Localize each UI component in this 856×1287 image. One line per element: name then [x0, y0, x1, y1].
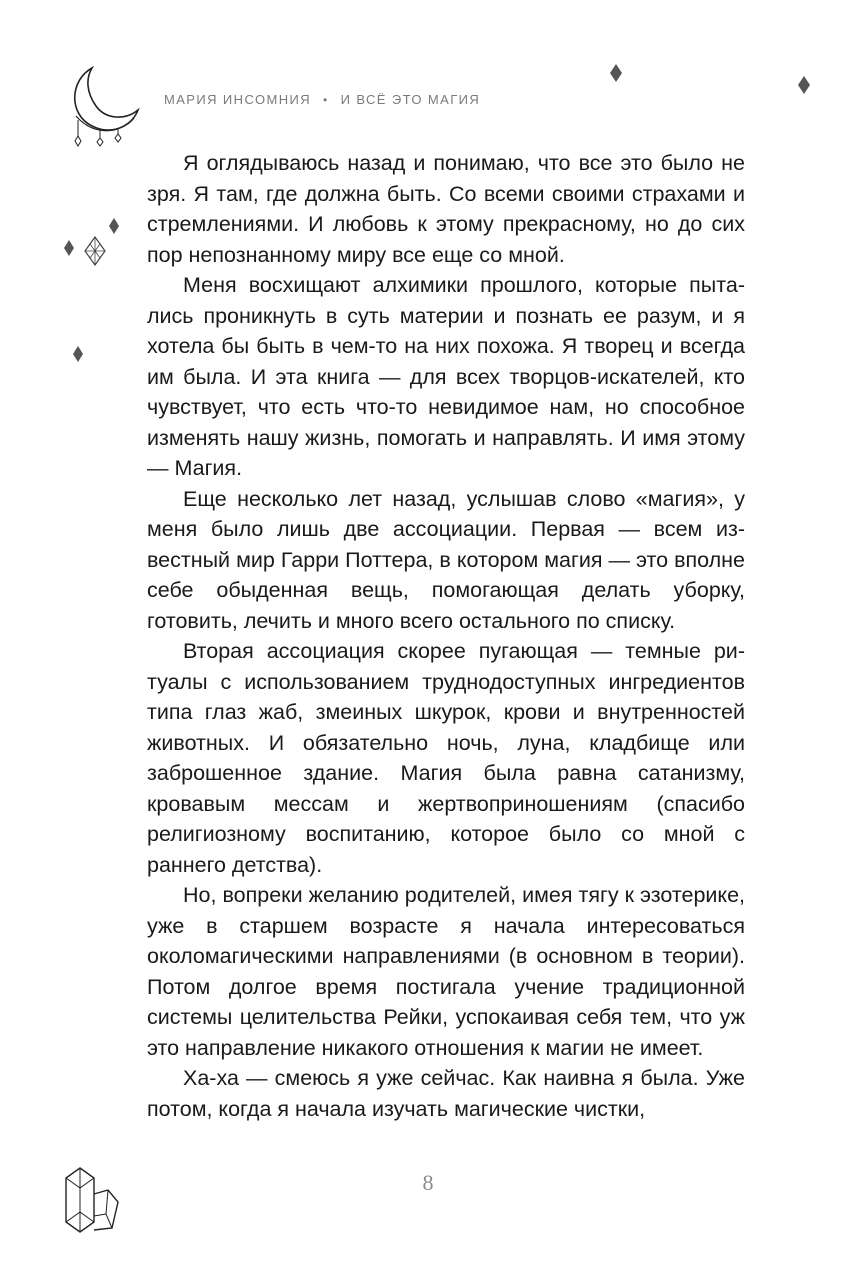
diamond-sparkle-icon [609, 64, 623, 82]
diamond-sparkle-icon [108, 218, 120, 234]
crystal-gem-icon [84, 236, 106, 266]
paragraph: Вторая ассоциация скорее пугающая — темные ритуалы с использованием труднодоступных ингредиентов типа глаз жаб, змеиных шкурок, крови и внутренностей животных. И обязательно ночь, луна, кладбище или заброшенное здание. Магия была равна сатанизму, кровавым мессам и жертвоприношениям (спасибо религиозному воспитанию, которое было со мной с раннего детства). [147, 639, 745, 877]
paragraph: Но, вопреки желанию родителей, имея тягу к эзотерике, уже в старшем возрасте я начала интересоваться околомагическими направлениями (в основном в теории). Потом долгое время постигала учение традиционной системы целительства Рейки, успокаивая себя тем, что уж это направление никакого отношения к магии не имеет. [147, 883, 745, 1060]
paragraph: Ха-ха — смеюсь я уже сейчас. Как наивна я была. Уже потом, когда я начала изучать магические чистки, [147, 1066, 745, 1121]
running-header [164, 92, 480, 107]
paragraph: Меня восхищают алхимики прошлого, которые пытались проникнуть в суть материи и познать ее разум, и я хотела бы быть в чем-то на них похожа. Я творец и всегда им была. И эта книга — для всех творцов-искателей, кто чувствует, что есть что-то невидимое нам, но способное изменять нашу жизнь, помогать и направлять. И имя этому — Магия. [147, 273, 745, 480]
diamond-sparkle-icon [63, 240, 75, 256]
header-book-title: И ВСЁ ЭТО МАГИЯ [340, 92, 481, 107]
body-text [147, 148, 745, 1124]
diamond-sparkle-icon [797, 76, 811, 94]
diamond-sparkle-icon [72, 346, 84, 362]
paragraph: Еще несколько лет назад, услышав слово «магия», у меня было лишь две ассоциации. Первая — всем известный мир Гарри Поттера, в котором магия — это вполне себе обыденная вещь, помогающая делать уборку, готовить, лечить и много всего остального по списку. [147, 486, 745, 633]
page-number: 8 [422, 1170, 434, 1195]
crescent-moon-icon [62, 62, 142, 152]
paragraph: Я оглядываюсь назад и понимаю, что все это было не зря. Я там, где должна быть. Со всеми своими страхами и стремлениями. И любовь к этому прекрасному, но до сих пор непознанному миру все еще со мной. [147, 151, 745, 267]
header-author: МАРИЯ ИНСОМНИЯ [164, 92, 312, 107]
header-separator: • [323, 93, 329, 107]
